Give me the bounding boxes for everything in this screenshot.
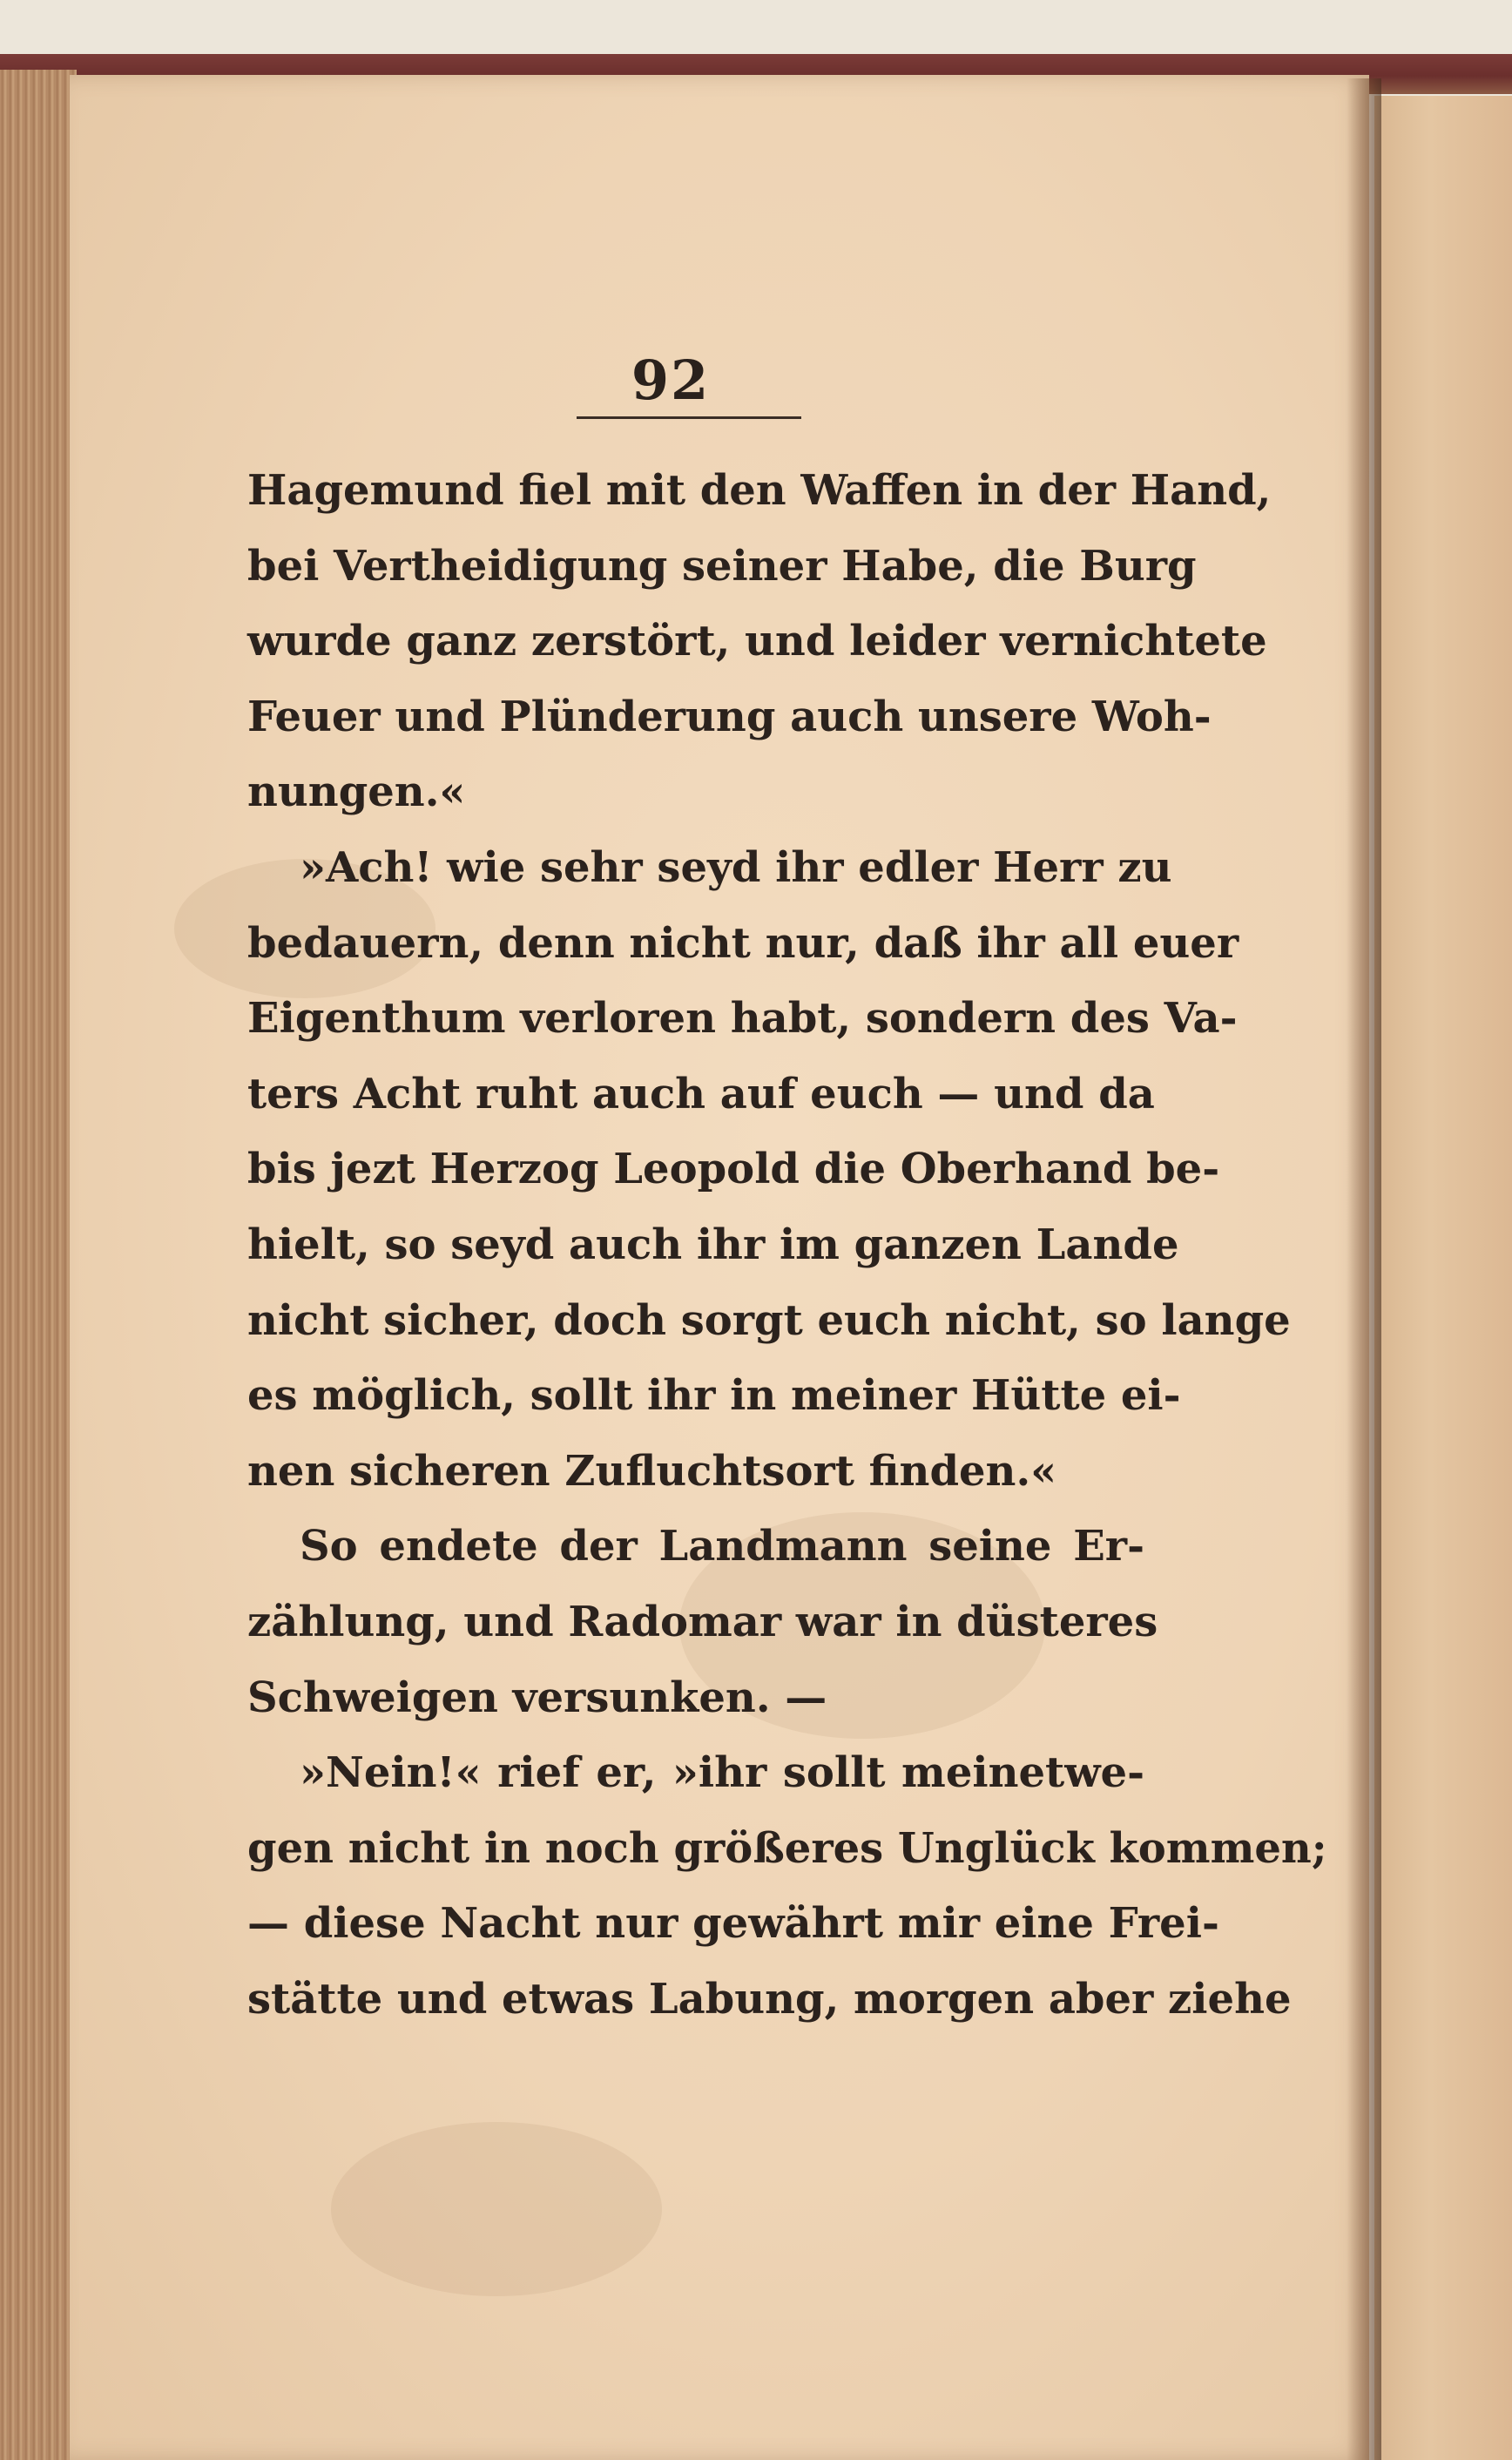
- page-number: 92: [631, 348, 711, 412]
- text-line: ters Acht ruht auch auf euch — und da: [247, 1069, 1155, 1118]
- text-line: Schweigen versunken. —: [247, 1673, 827, 1722]
- text-line: hielt, so seyd auch ihr im ganzen Lande: [247, 1220, 1179, 1269]
- body-text: [247, 453, 1327, 2037]
- text-line: stätte und etwas Labung, morgen aber ziehe: [247, 1974, 1292, 2024]
- paper-stain: [331, 2122, 662, 2296]
- page-number-rule: [577, 416, 801, 419]
- text-line: bei Vertheidigung seiner Habe, die Burg: [247, 541, 1197, 591]
- text-line: So endete der Landmann seine Er-: [300, 1522, 1144, 1571]
- adjacent-page: [1374, 96, 1512, 2460]
- text-line: »Nein!« rief er, »ihr sollt meinetwe-: [300, 1748, 1144, 1798]
- page-gutter-shadow: [1347, 78, 1381, 2460]
- page-block-edges: [0, 70, 77, 2460]
- text-line: Feuer und Plünderung auch unsere Woh-: [247, 692, 1212, 741]
- text-line: nen sicheren Zufluchtsort finden.«: [247, 1446, 1057, 1496]
- text-line: Hagemund fiel mit den Waffen in der Hand,: [247, 466, 1272, 515]
- text-line: zählung, und Radomar war in düsteres: [247, 1597, 1158, 1646]
- text-line: Eigenthum verloren habt, sondern des Va-: [247, 994, 1238, 1044]
- text-line: gen nicht in noch größeres Unglück kommen;: [247, 1823, 1327, 1873]
- text-line: wurde ganz zerstört, und leider vernichtete: [247, 617, 1267, 666]
- text-line: nungen.«: [247, 767, 466, 817]
- text-line: bedauern, denn nicht nur, daß ihr all euer: [247, 918, 1239, 968]
- text-line: bis jezt Herzog Leopold die Oberhand be-: [247, 1145, 1220, 1194]
- text-line: — diese Nacht nur gewährt mir eine Frei-: [247, 1899, 1219, 1949]
- text-line: »Ach! wie sehr seyd ihr edler Herr zu: [300, 842, 1172, 892]
- text-line: nicht sicher, doch sorgt euch nicht, so lange: [247, 1295, 1291, 1345]
- text-line: es möglich, sollt ihr in meiner Hütte ei-: [247, 1371, 1181, 1421]
